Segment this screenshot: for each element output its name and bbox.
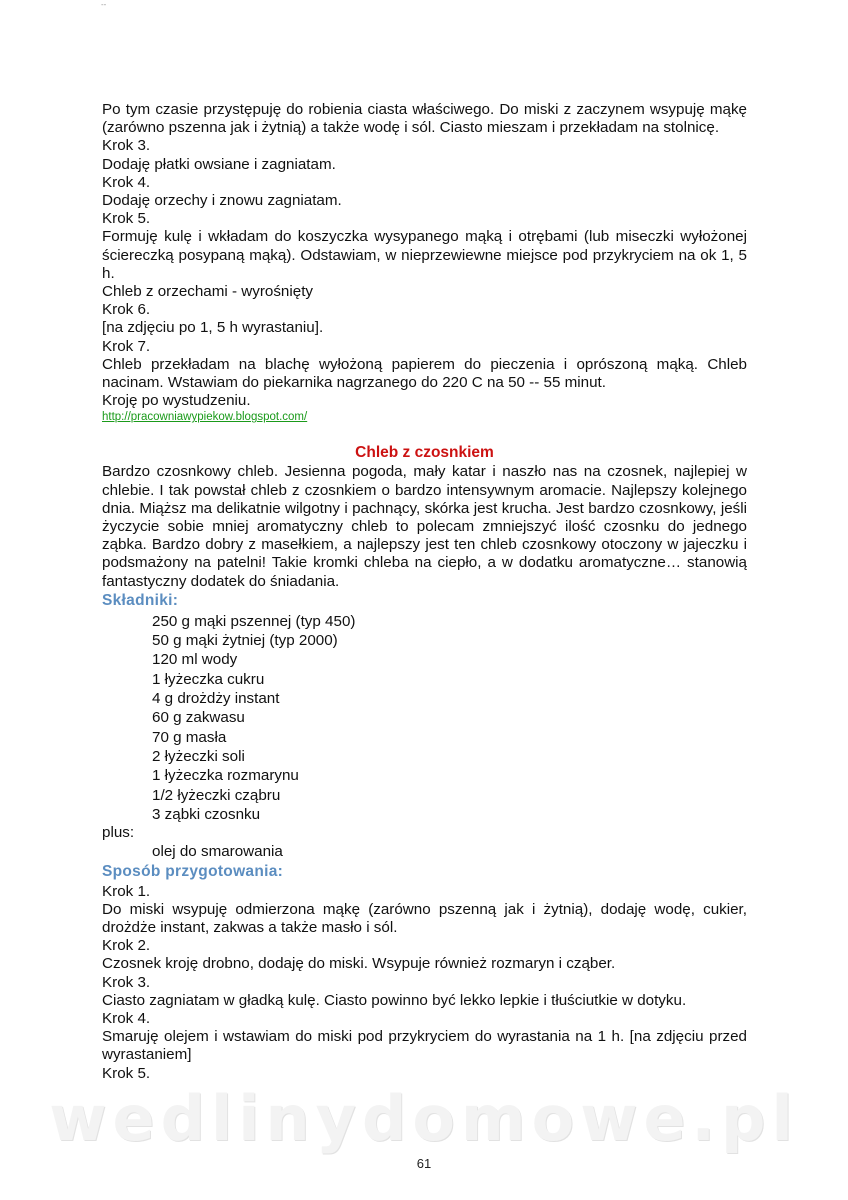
ingredient-item: 1 łyżeczka cukru — [152, 670, 265, 688]
step-label: Krok 5. — [102, 1064, 151, 1082]
step-label: Krok 3. — [102, 137, 151, 155]
step-text: Czosnek kroję drobno, dodaję do miski. Wsypuje również rozmaryn i cząber. — [102, 955, 616, 973]
step-label: Krok 6. — [102, 301, 151, 319]
step-label: Krok 3. — [102, 973, 151, 991]
extra-ingredients-list — [102, 842, 747, 861]
step-label: Krok 2. — [102, 937, 151, 955]
ingredient-item: 1/2 łyżeczki cząbru — [152, 786, 281, 804]
step-text: Dodaję orzechy i znowu zagniatam. — [102, 192, 342, 210]
step-text: Formuję kulę i wkładam do koszyczka wysypanego mąką i otrębami (lub miseczki wyłożonej ściereczką posypaną mąką). Odstawiam, w nieprzewiewne miejsce pod przykryciem na ok 1, 5 h. — [102, 228, 747, 282]
ingredient-item: 70 g masła — [152, 728, 227, 746]
ingredients-heading: Składniki: — [102, 591, 179, 609]
plus-label: plus: — [102, 824, 135, 842]
step-label: Krok 4. — [102, 173, 151, 191]
ingredient-item: 120 ml wody — [152, 651, 238, 669]
step-label: Krok 1. — [102, 882, 151, 900]
step-text: [na zdjęciu po 1, 5 h wyrastaniu]. — [102, 319, 324, 337]
ingredient-item: 50 g mąki żytniej (typ 2000) — [152, 632, 338, 650]
closing-text: Kroję po wystudzeniu. — [102, 392, 251, 410]
ingredient-item: 4 g drożdży instant — [152, 690, 280, 708]
step-label: Krok 7. — [102, 337, 151, 355]
ingredient-item: 1 łyżeczka rozmarynu — [152, 767, 299, 785]
source-link[interactable]: http://pracowniawypiekow.blogspot.com/ — [102, 411, 308, 424]
step-label: Krok 4. — [102, 1010, 151, 1028]
intro-paragraph: Po tym czasie przystępuję do robienia ciasta właściwego. Do miski z zaczynem wsypuję mąkę (zarówno pszenna jak i żytnią) a także wodę i sól. Ciasto mieszam i przekładam na stolnicę. — [102, 101, 747, 137]
step-text: Smaruję olejem i wstawiam do miski pod przykryciem do wyrastania na 1 h. [na zdjęciu przed wyrastaniem] — [102, 1028, 747, 1064]
step-label: Krok 5. — [102, 210, 151, 228]
header-mark: -- — [101, 0, 107, 9]
watermark: wedlinydomowe.pl — [49, 1082, 799, 1155]
ingredient-item: 60 g zakwasu — [152, 709, 245, 727]
ingredient-item: olej do smarowania — [152, 843, 283, 861]
ingredient-item: 250 g mąki pszennej (typ 450) — [152, 612, 356, 630]
page-content — [102, 101, 747, 1083]
step-text: Dodaję płatki owsiane i zagniatam. — [102, 155, 336, 173]
page-number: 61 — [416, 1156, 432, 1171]
step-text: Ciasto zagniatam w gładką kulę. Ciasto powinno być lekko lepkie i tłuściutkie w dotyku. — [102, 991, 687, 1009]
ingredient-item: 2 łyżeczki soli — [152, 747, 245, 765]
recipe-description: Bardzo czosnkowy chleb. Jesienna pogoda, mały katar i naszło nas na czosnek, najlepiej w chlebie. I tak powstał chleb z czosnkiem o bardzo intensywnym aromacie. Najlepszy kolejnego dnia. Miąższ ma delikatnie wilgotny i pachnący, skórka jest krucha. Jest bardzo czosnkowy, jeśli życzycie sobie mniej aromatyczny chleb to polecam zmniejszyć ilość czosnku do jednego ząbka. Bardzo dobry z masełkiem, a najlepszy jest ten chleb czosnkowy otoczony w jajeczku i podsmażony na patelni! Takie kromki chleba na ciepło, a w dodatku aromatyczne… stanowią fantastyczny dodatek do śniadania. — [102, 463, 747, 590]
ingredients-list — [102, 612, 747, 824]
method-heading: Sposób przygotowania: — [102, 862, 284, 880]
step-text: Chleb przekładam na blachę wyłożoną papierem do pieczenia i oprószoną mąką. Chleb nacinam. Wstawiam do piekarnika nagrzanego do 220 C na 50 -- 55 minut. — [102, 355, 747, 392]
recipe-title: Chleb z czosnkiem — [355, 444, 494, 462]
step-text: Do miski wsypuję odmierzona mąkę (zarówno pszenną jak i żytnią), dodaję wodę, cukier, drożdże instant, zakwas a także masło i sól. — [102, 900, 747, 937]
ingredient-item: 3 ząbki czosnku — [152, 805, 261, 823]
photo-caption: Chleb z orzechami - wyrośnięty — [102, 283, 314, 301]
